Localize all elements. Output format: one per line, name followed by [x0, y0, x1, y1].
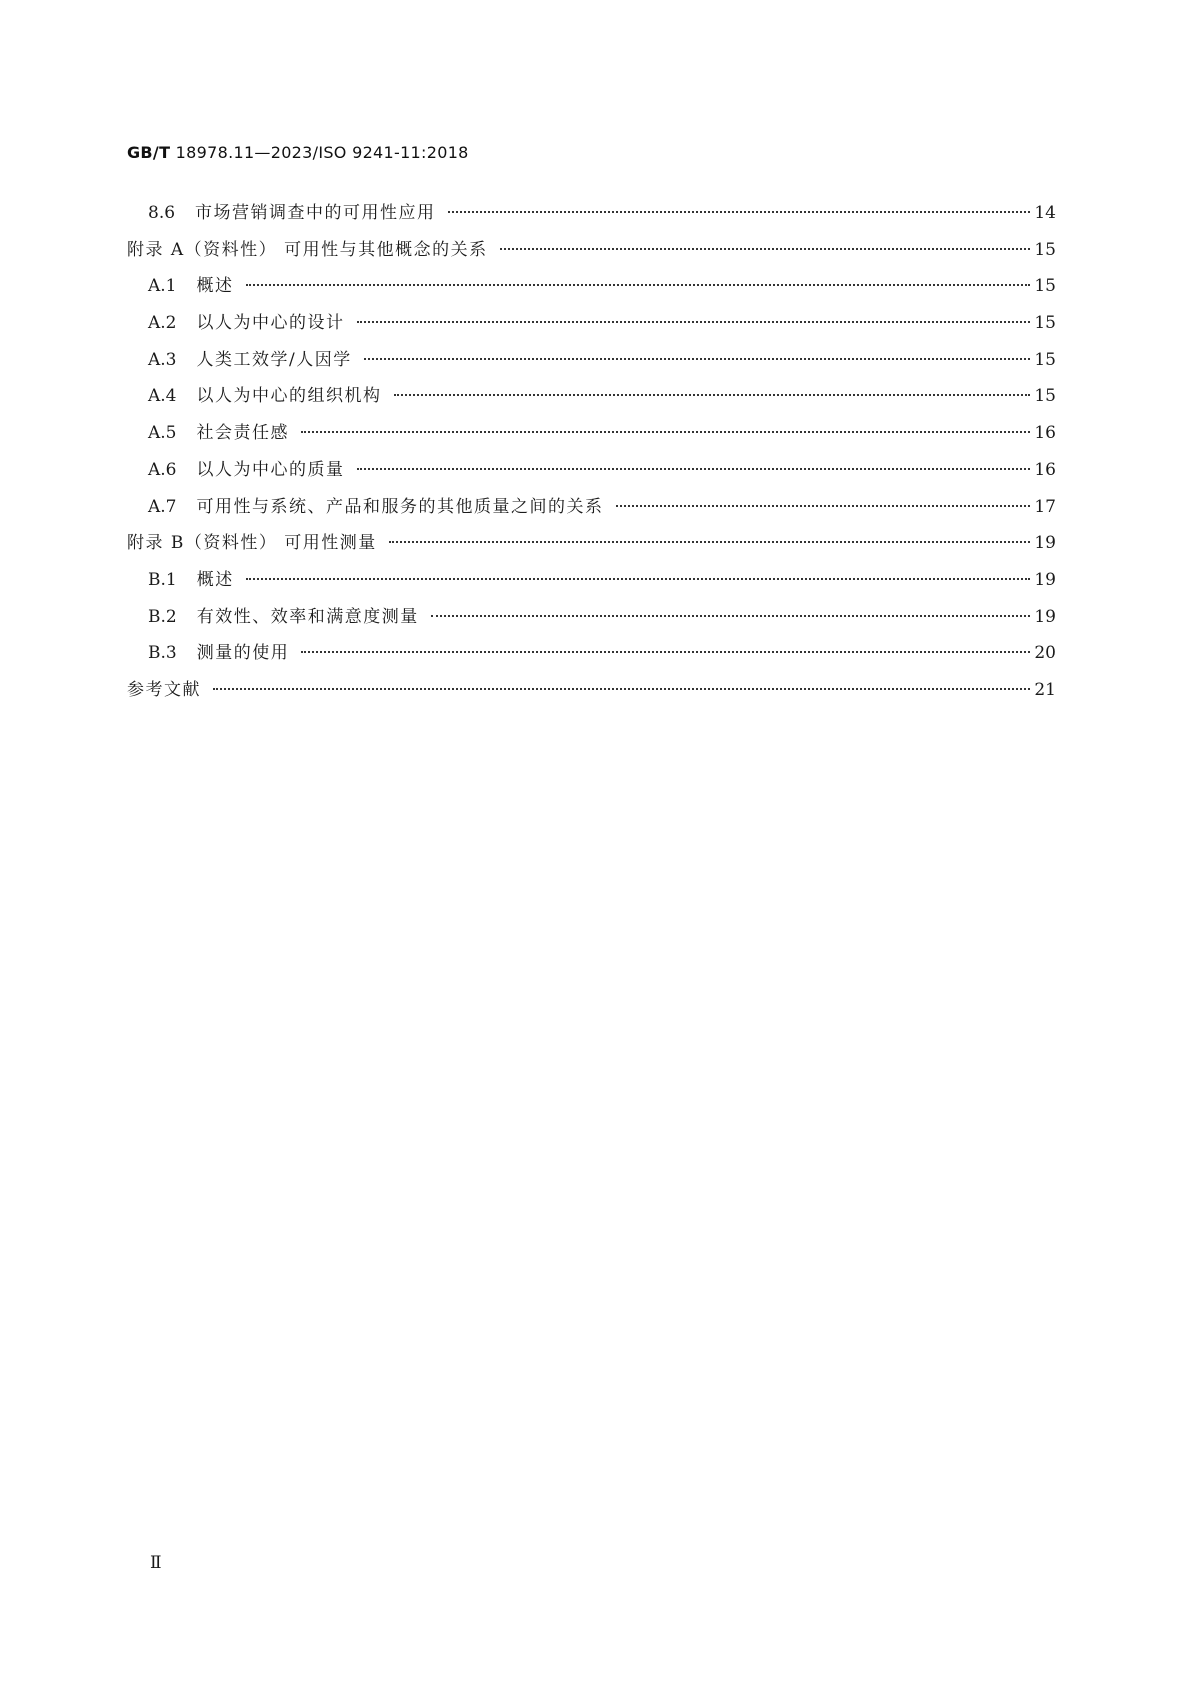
toc-entry-number: B.1	[148, 569, 177, 590]
toc-entry[interactable]	[127, 635, 1056, 672]
toc-dot-leader	[616, 505, 1031, 507]
toc-entry-page: 21	[1034, 679, 1056, 700]
toc-entry[interactable]	[127, 562, 1056, 599]
toc-dot-leader	[357, 468, 1031, 470]
toc-entry[interactable]	[127, 452, 1056, 489]
toc-entry-page: 15	[1034, 276, 1056, 297]
page-number: Ⅱ	[150, 1553, 162, 1573]
standard-code: GB/T	[127, 143, 171, 162]
toc-dot-leader	[357, 321, 1031, 323]
toc-entry-title: 概述	[196, 276, 234, 297]
toc-dot-leader	[301, 651, 1030, 653]
toc-entry-page: 19	[1034, 533, 1056, 554]
standard-number: 18978.11—2023/ISO 9241-11:2018	[170, 143, 469, 162]
toc-entry-number: B.3	[148, 643, 177, 664]
toc-entry-page: 19	[1034, 569, 1056, 590]
toc-entry-page: 15	[1034, 313, 1056, 334]
toc-entry[interactable]	[127, 525, 1056, 562]
toc-dot-leader	[500, 248, 1030, 250]
toc-entry[interactable]	[127, 489, 1056, 526]
toc-entry[interactable]	[127, 305, 1056, 342]
toc-entry-title: 附录 A（资料性） 可用性与其他概念的关系	[127, 239, 488, 260]
toc-entry-number: 8.6	[148, 203, 176, 223]
toc-entry-title: 人类工效学/人因学	[196, 349, 352, 370]
toc-entry-title: 概述	[196, 569, 234, 590]
toc-entry-number: A.5	[148, 423, 177, 444]
toc-dot-leader	[301, 431, 1030, 433]
toc-entry-title: 有效性、效率和满意度测量	[196, 606, 419, 627]
toc-dot-leader	[364, 358, 1030, 360]
toc-entry-title: 以人为中心的设计	[196, 313, 345, 334]
toc-entry-title: 可用性与系统、产品和服务的其他质量之间的关系	[196, 496, 604, 517]
toc-entry[interactable]	[127, 195, 1056, 232]
toc-entry-title: 测量的使用	[196, 643, 290, 664]
toc-entry[interactable]	[127, 378, 1056, 415]
toc-entry-number: A.6	[148, 459, 177, 480]
toc-entry[interactable]	[127, 342, 1056, 379]
toc-entry-number: A.3	[148, 349, 177, 370]
toc-entry-page: 16	[1034, 459, 1056, 480]
toc-entry-page: 15	[1034, 239, 1056, 260]
toc-entry-page: 15	[1034, 386, 1056, 407]
toc-entry-page: 15	[1034, 349, 1056, 370]
toc-dot-leader	[448, 211, 1030, 213]
toc-dot-leader	[213, 688, 1030, 690]
toc-entry-page: 19	[1034, 606, 1056, 627]
toc-entry-page: 17	[1034, 496, 1056, 517]
toc-entry[interactable]	[127, 232, 1056, 269]
toc-dot-leader	[246, 284, 1031, 286]
toc-entry-number: A.2	[148, 313, 177, 334]
toc-entry-title: 市场营销调查中的可用性应用	[195, 203, 436, 223]
table-of-contents	[127, 195, 1056, 709]
toc-dot-leader	[389, 541, 1030, 543]
standard-header	[127, 143, 469, 162]
toc-dot-leader	[431, 615, 1030, 617]
toc-entry-title: 附录 B（资料性） 可用性测量	[127, 533, 377, 554]
toc-entry-title: 社会责任感	[196, 423, 289, 444]
toc-entry-page: 20	[1034, 643, 1056, 664]
toc-entry-title: 以人为中心的质量	[196, 459, 345, 480]
toc-entry-number: A.4	[148, 386, 177, 407]
toc-entry-title: 参考文献	[127, 679, 201, 700]
toc-dot-leader	[246, 578, 1030, 580]
toc-entry[interactable]	[127, 672, 1056, 709]
toc-entry-number: B.2	[148, 606, 177, 627]
toc-entry-number: A.1	[148, 276, 177, 297]
toc-entry[interactable]	[127, 415, 1056, 452]
toc-entry-number: A.7	[148, 496, 177, 517]
toc-entry-page: 16	[1034, 423, 1056, 444]
toc-entry-page: 14	[1034, 203, 1056, 223]
toc-entry[interactable]	[127, 268, 1056, 305]
toc-entry-title: 以人为中心的组织机构	[196, 386, 382, 407]
toc-dot-leader	[394, 394, 1031, 396]
toc-entry[interactable]	[127, 599, 1056, 636]
